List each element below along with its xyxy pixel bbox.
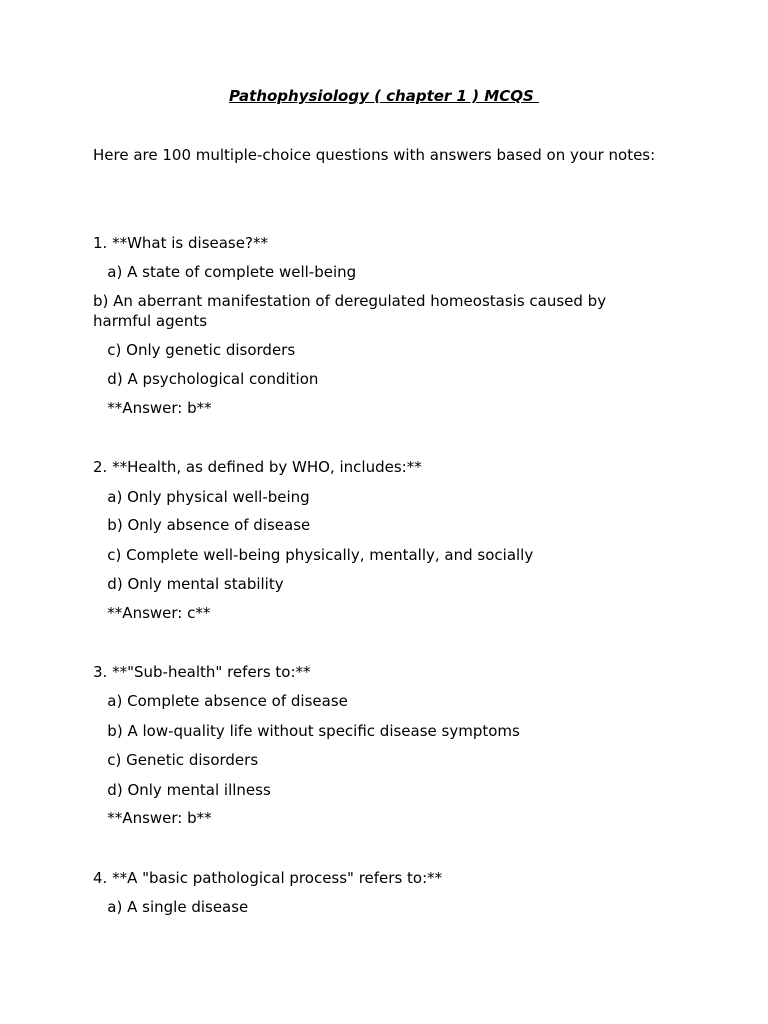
question-3-text: 3. **"Sub-health" refers to:** [93,663,311,681]
question-3-answer: **Answer: b** [93,809,212,827]
question-1-option-b: b) An aberrant manifestation of deregulated homeostasis caused by harmful agents [93,292,607,330]
question-2-option-b: b) Only absence of disease [93,516,311,534]
question-3-option-b: b) A low-quality life without specific disease symptoms [93,722,520,740]
question-2-text: 2. **Health, as defined by WHO, includes:** [93,458,422,476]
question-1-answer: **Answer: b** [93,399,212,417]
question-1-option-c: c) Only genetic disorders [93,341,296,359]
question-3-option-a: a) Complete absence of disease [93,692,348,710]
question-2-option-d: d) Only mental stability [93,575,284,593]
question-1-option-a: a) A state of complete well-being [93,263,357,281]
question-4-option-a: a) A single disease [93,898,249,916]
question-1-text: 1. **What is disease?** [93,234,268,252]
question-2-option-a: a) Only physical well-being [93,488,310,506]
question-4-text: 4. **A "basic pathological process" refers to:** [93,869,443,887]
intro-text: Here are 100 multiple-choice questions with answers based on your notes: [93,146,656,164]
question-3-option-d: d) Only mental illness [93,781,271,799]
question-2-answer: **Answer: c** [93,604,211,622]
question-2-option-c: c) Complete well-being physically, mentally, and socially [93,546,534,564]
question-1-option-d: d) A psychological condition [93,370,319,388]
document-title: Pathophysiology ( chapter 1 ) MCQS [229,87,539,105]
question-3-option-c: c) Genetic disorders [93,751,259,769]
